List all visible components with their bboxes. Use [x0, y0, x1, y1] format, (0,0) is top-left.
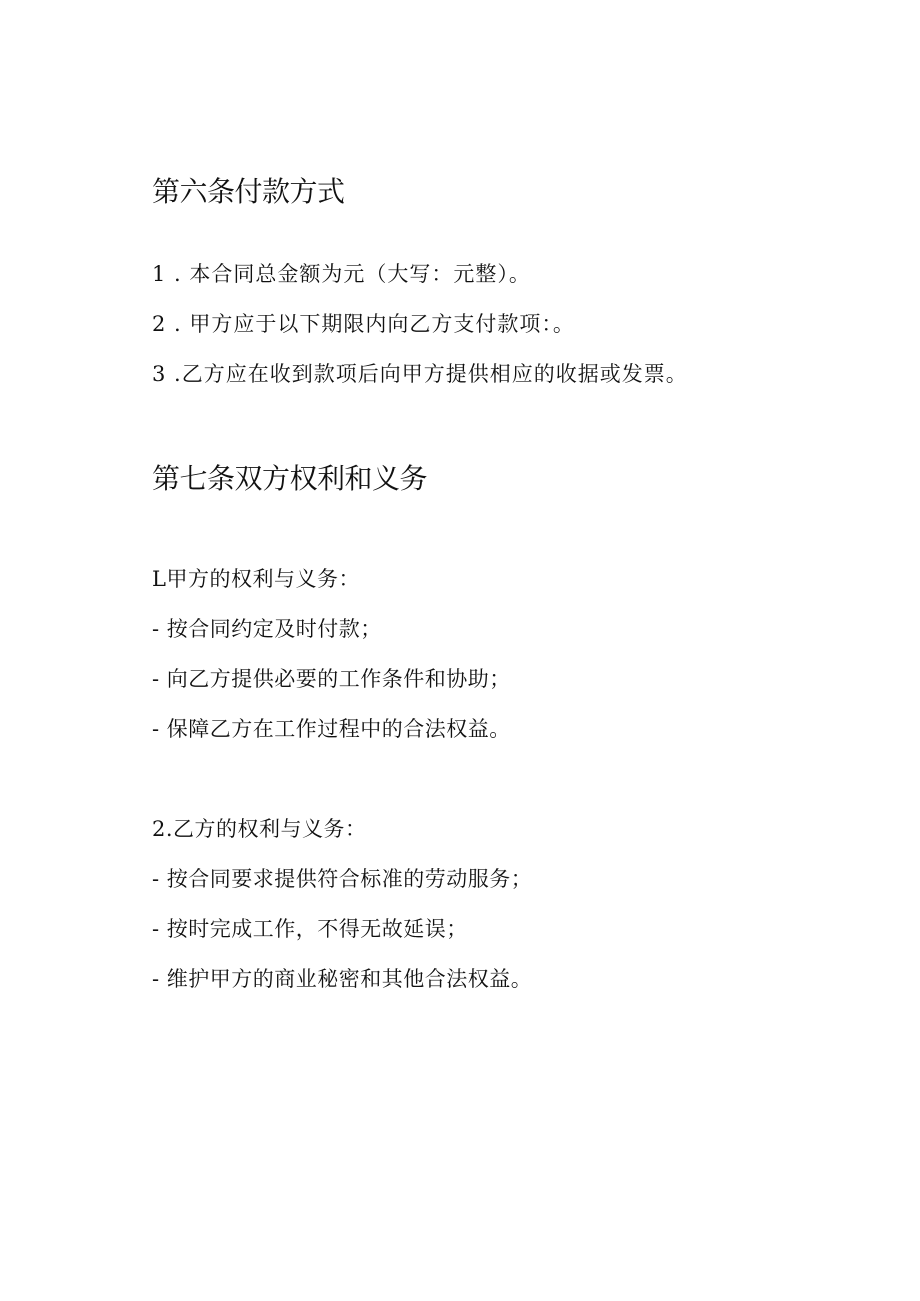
party-b-item-1: - 按合同要求提供符合标准的劳动服务； — [152, 867, 533, 891]
party-b-item-2: - 按时完成工作，不得无故延误； — [152, 917, 468, 941]
party-a-item-2: - 向乙方提供必要的工作条件和协助； — [152, 667, 511, 691]
section-6-item-3: 3 .乙方应在收到款项后向甲方提供相应的收据或发票。 — [152, 362, 688, 386]
party-a-item-1: - 按合同约定及时付款； — [152, 617, 382, 641]
party-a-heading: L甲方的权利与义务： — [152, 567, 360, 591]
section-6-item-2: 2 . 甲方应于以下期限内向乙方支付款项：。 — [152, 312, 575, 336]
section-6-item-1: 1 . 本合同总金额为元（大写：元整）。 — [152, 262, 531, 286]
party-b-heading: 2.乙方的权利与义务： — [152, 817, 367, 841]
party-b-item-3: - 维护甲方的商业秘密和其他合法权益。 — [152, 967, 533, 991]
section-6-title: 第六条付款方式 — [152, 175, 345, 208]
party-a-item-3: - 保障乙方在工作过程中的合法权益。 — [152, 717, 511, 741]
section-7-title: 第七条双方权利和义务 — [152, 462, 428, 495]
